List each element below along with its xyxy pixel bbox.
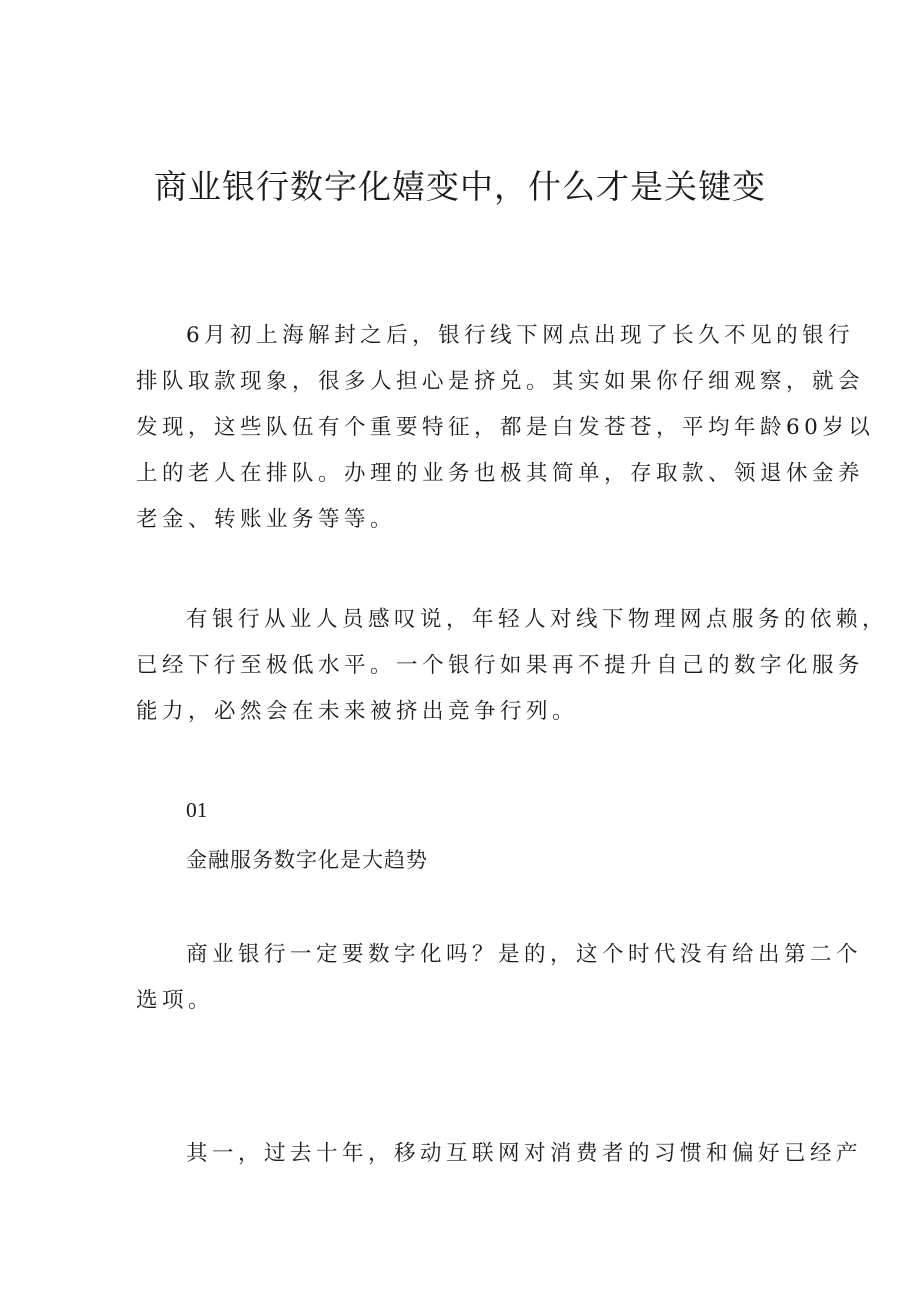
- section-heading: 金融服务数字化是大趋势: [186, 848, 428, 872]
- paragraph-line: 有银行从业人员感叹说，年轻人对线下物理网点服务的依赖，: [186, 607, 889, 632]
- paragraph-2: [136, 597, 889, 735]
- paragraph-line: 商业银行一定要数字化吗？是的，这个时代没有给出第二个: [186, 942, 863, 967]
- paragraph-line: 其一，过去十年，移动互联网对消费者的习惯和偏好已经产: [186, 1141, 863, 1166]
- paragraph-line: 发现，这些队伍有个重要特征，都是白发苍苍，平均年龄60岁以: [136, 415, 875, 440]
- paragraph-line: 已经下行至极低水平。一个银行如果再不提升自己的数字化服务: [136, 653, 865, 678]
- paragraph-line: 能力，必然会在未来被挤出竞争行列。: [136, 699, 579, 724]
- paragraph-line: 排队取款现象，很多人担心是挤兑。其实如果你仔细观察，就会: [136, 369, 865, 394]
- paragraph-3: [136, 932, 863, 1024]
- paragraph-4: [136, 1131, 863, 1177]
- paragraph-line: 6月初上海解封之后，银行线下网点出现了长久不见的银行: [186, 323, 855, 348]
- section-number: 01: [186, 798, 208, 822]
- paragraph-line: 上的老人在排队。办理的业务也极其简单，存取款、领退休金养: [136, 461, 865, 486]
- paragraph-1: [136, 313, 875, 543]
- paragraph-line: 老金、转账业务等等。: [136, 507, 397, 532]
- paragraph-line: 选项。: [136, 988, 215, 1013]
- document-title: 商业银行数字化嬉变中，什么才是关键变: [154, 167, 766, 206]
